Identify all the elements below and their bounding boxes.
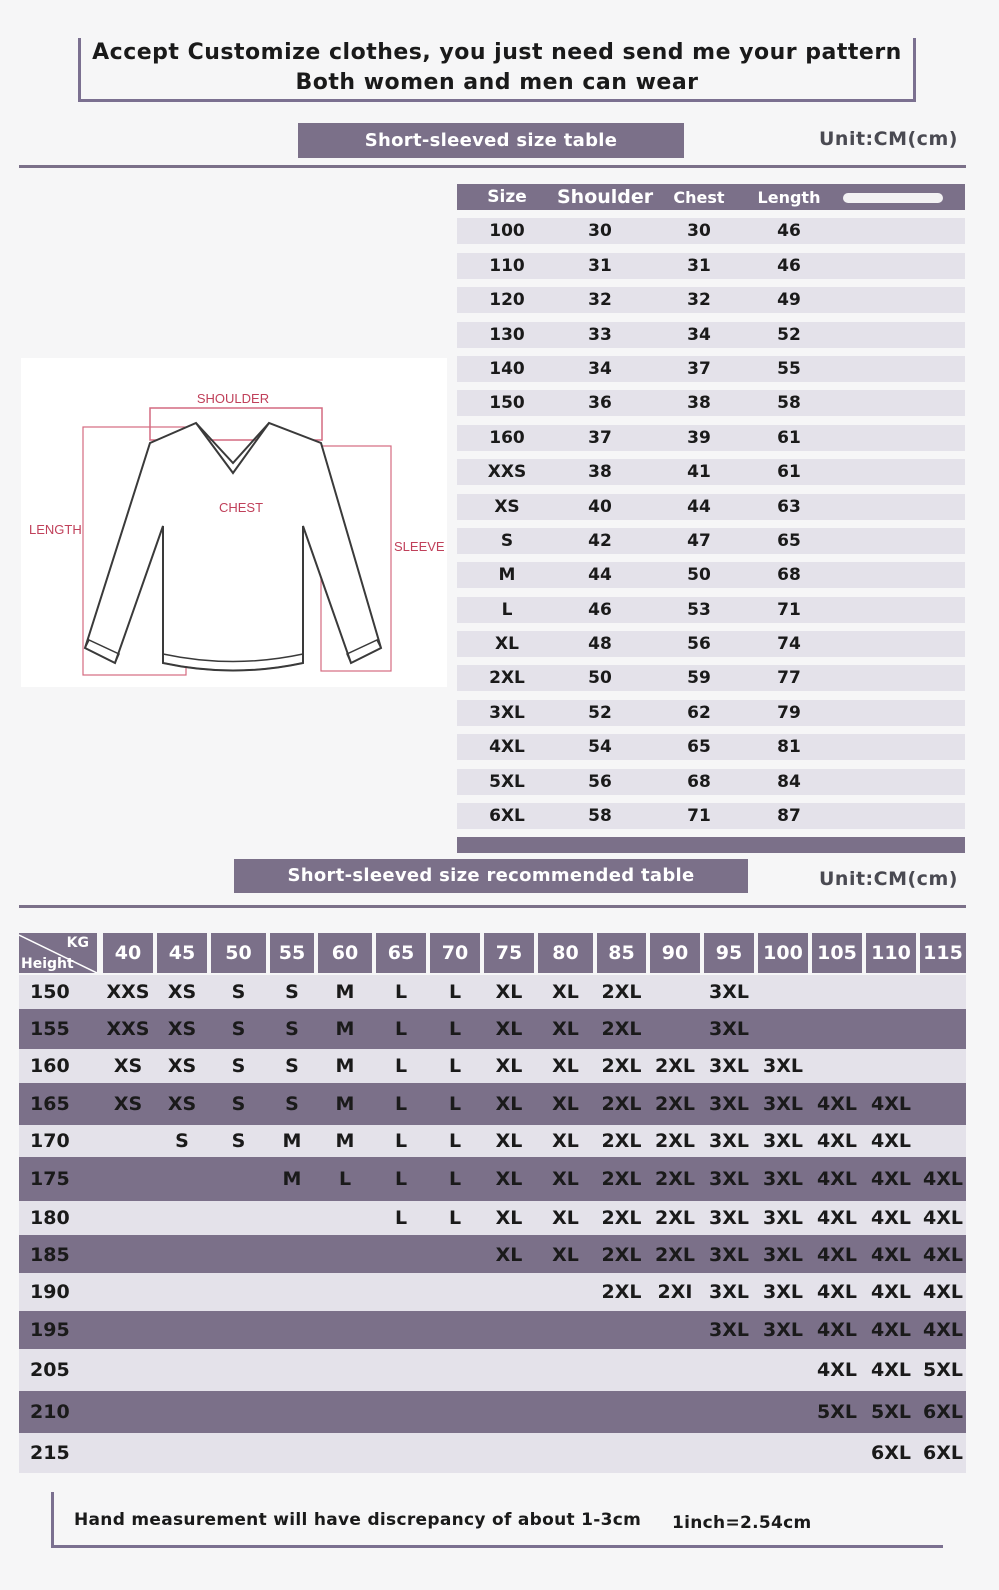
cell-size: 160 bbox=[489, 427, 525, 448]
header-line-1: Accept Customize clothes, you just need send me your pattern bbox=[92, 40, 902, 65]
size-recommendation-cell: M bbox=[335, 1130, 355, 1152]
size-recommendation-cell: 3XL bbox=[763, 1093, 803, 1115]
size-table-row bbox=[457, 390, 965, 416]
recommended-table-row bbox=[19, 1201, 966, 1235]
shirt-icon bbox=[21, 358, 447, 687]
weight-header-cell: 75 bbox=[484, 933, 534, 973]
size-recommendation-cell: M bbox=[335, 1018, 355, 1040]
cell-shoulder: 40 bbox=[588, 496, 612, 517]
size-recommendation-cell: XL bbox=[495, 1093, 523, 1115]
cell-shoulder: 44 bbox=[588, 565, 612, 586]
weight-header-cell: 45 bbox=[157, 933, 207, 973]
size-recommendation-cell: L bbox=[394, 1018, 408, 1040]
size-recommendation-cell: 4XL bbox=[817, 1359, 857, 1381]
size-recommendation-cell: 2XL bbox=[655, 1130, 695, 1152]
size-recommendation-cell: 3XL bbox=[763, 1055, 803, 1077]
size-recommendation-cell: 2XL bbox=[601, 1130, 642, 1152]
col-shoulder: Shoulder bbox=[557, 186, 654, 208]
measurement-note: Hand measurement will have discrepancy of about 1-3cm bbox=[74, 1510, 642, 1530]
cell-size: XS bbox=[494, 496, 520, 517]
size-recommendation-cell: 3XL bbox=[709, 1319, 749, 1341]
size-recommendation-cell: XS bbox=[167, 1093, 197, 1115]
cell-chest: 62 bbox=[687, 702, 711, 723]
cell-shoulder: 50 bbox=[588, 668, 612, 689]
size-recommendation-cell: XXS bbox=[106, 981, 150, 1003]
size-recommendation-cell: 3XL bbox=[709, 1207, 749, 1229]
cell-shoulder: 54 bbox=[588, 737, 612, 758]
size-recommendation-cell: 3XL bbox=[763, 1130, 803, 1152]
size-recommendation-cell: L bbox=[448, 1018, 462, 1040]
size-recommendation-cell: S bbox=[231, 981, 246, 1003]
size-recommendation-cell: XS bbox=[167, 981, 197, 1003]
size-recommendation-cell: L bbox=[448, 1093, 462, 1115]
cell-length: 61 bbox=[777, 427, 801, 448]
cell-chest: 34 bbox=[687, 324, 711, 345]
weight-header-cell: 85 bbox=[597, 933, 646, 973]
cell-chest: 59 bbox=[687, 668, 711, 689]
size-recommendation-cell: L bbox=[394, 981, 408, 1003]
cell-chest: 56 bbox=[687, 634, 711, 655]
height-cell: 170 bbox=[30, 1130, 70, 1152]
cell-length: 71 bbox=[777, 599, 801, 620]
size-recommendation-cell: 3XL bbox=[709, 1093, 749, 1115]
size-recommendation-cell: 3XL bbox=[763, 1281, 803, 1303]
size-recommendation-cell: 6XL bbox=[923, 1401, 963, 1423]
size-recommendation-cell: 2XL bbox=[601, 1093, 642, 1115]
size-table-row bbox=[457, 356, 965, 382]
cell-size: 100 bbox=[489, 221, 525, 242]
size-table-body bbox=[457, 218, 965, 829]
cell-size: 2XL bbox=[489, 668, 525, 689]
size-recommendation-cell: XL bbox=[495, 1168, 523, 1190]
height-cell: 180 bbox=[30, 1207, 70, 1229]
cell-chest: 30 bbox=[687, 221, 711, 242]
cell-length: 46 bbox=[777, 221, 801, 242]
size-table-row bbox=[457, 631, 965, 657]
garment-measurement-diagram bbox=[21, 358, 447, 687]
size-recommendation-cell: XL bbox=[495, 1018, 523, 1040]
size-table-row bbox=[457, 597, 965, 623]
size-recommendation-cell: 5XL bbox=[923, 1359, 963, 1381]
size-recommendation-cell: S bbox=[285, 981, 299, 1003]
cell-shoulder: 46 bbox=[588, 599, 612, 620]
weight-header-cell: 80 bbox=[538, 933, 593, 973]
size-recommendation-cell: S bbox=[231, 1130, 246, 1152]
corner-kg-label: KG bbox=[66, 935, 89, 951]
weight-header-cell: 95 bbox=[704, 933, 754, 973]
recommended-table-row bbox=[19, 1391, 966, 1433]
cell-length: 65 bbox=[777, 530, 801, 551]
size-table-row bbox=[457, 253, 965, 279]
size-table-row bbox=[457, 425, 965, 451]
size-table-row bbox=[457, 700, 965, 726]
size-recommendation-cell: 2XL bbox=[655, 1055, 695, 1077]
footer-note-box bbox=[51, 1492, 943, 1548]
size-recommendation-cell: 2XL bbox=[601, 1244, 642, 1266]
size-table-row bbox=[457, 562, 965, 588]
size-recommendation-cell: 2XL bbox=[601, 1281, 642, 1303]
size-recommendation-cell: 5XL bbox=[817, 1401, 857, 1423]
cell-shoulder: 34 bbox=[588, 358, 612, 379]
cell-chest: 68 bbox=[687, 771, 711, 792]
recommended-table-row bbox=[19, 1273, 966, 1311]
size-recommendation-cell: L bbox=[448, 1055, 462, 1077]
size-recommendation-cell: 4XL bbox=[817, 1244, 857, 1266]
label-sleeve: SLEEVE bbox=[394, 539, 445, 554]
cell-length: 63 bbox=[777, 496, 801, 517]
recommended-table-row bbox=[19, 1049, 966, 1083]
cell-chest: 53 bbox=[687, 599, 711, 620]
recommended-table-row bbox=[19, 1235, 966, 1275]
cell-chest: 32 bbox=[687, 290, 711, 311]
size-recommendation-cell: XS bbox=[113, 1093, 143, 1115]
size-table-row bbox=[457, 769, 965, 795]
size-table-row bbox=[457, 287, 965, 313]
size-table-row bbox=[457, 734, 965, 760]
size-recommendation-cell: S bbox=[175, 1130, 189, 1152]
size-recommendation-cell: XS bbox=[167, 1055, 197, 1077]
size-recommendation-cell: 5XL bbox=[871, 1401, 911, 1423]
size-recommendation-cell: 3XL bbox=[763, 1168, 803, 1190]
size-recommendation-cell: L bbox=[448, 1130, 462, 1152]
size-recommendation-cell: 2XL bbox=[601, 1018, 642, 1040]
size-recommendation-cell: S bbox=[231, 1055, 246, 1077]
height-cell: 160 bbox=[30, 1055, 70, 1077]
col-blurred bbox=[823, 188, 965, 207]
cell-size: XL bbox=[495, 634, 519, 655]
size-recommendation-cell: 3XL bbox=[709, 981, 749, 1003]
height-cell: 215 bbox=[30, 1442, 70, 1464]
unit-label-1: Unit:CM(cm) bbox=[819, 128, 958, 150]
weight-header-cell: 65 bbox=[376, 933, 426, 973]
cell-size: S bbox=[500, 530, 514, 551]
section-title-recommended-table: Short-sleeved size recommended table bbox=[234, 859, 748, 893]
size-recommendation-cell: 3XL bbox=[709, 1281, 749, 1303]
cell-size: 120 bbox=[489, 290, 525, 311]
size-recommendation-cell: 4XL bbox=[871, 1207, 911, 1229]
size-recommendation-cell: 2XL bbox=[655, 1093, 695, 1115]
height-cell: 195 bbox=[30, 1319, 70, 1341]
header-box bbox=[78, 38, 916, 102]
size-recommendation-cell: L bbox=[448, 1168, 462, 1190]
height-cell: 205 bbox=[30, 1359, 70, 1381]
height-cell: 150 bbox=[30, 981, 70, 1003]
weight-header-cell: 60 bbox=[318, 933, 372, 973]
height-cell: 175 bbox=[30, 1168, 70, 1190]
cell-length: 49 bbox=[777, 290, 801, 311]
size-recommendation-cell: XL bbox=[552, 1207, 579, 1229]
cell-chest: 38 bbox=[687, 393, 711, 414]
recommended-table-row bbox=[19, 1433, 966, 1473]
weight-header-cell: 50 bbox=[211, 933, 266, 973]
label-shoulder: SHOULDER bbox=[196, 391, 270, 406]
size-recommendation-cell: 4XL bbox=[817, 1168, 857, 1190]
weight-header-cell: 100 bbox=[758, 933, 808, 973]
inch-conversion: 1inch=2.54cm bbox=[672, 1513, 812, 1533]
size-recommendation-cell: L bbox=[394, 1207, 408, 1229]
size-recommendation-cell: 4XL bbox=[871, 1168, 911, 1190]
header-line-2: Both women and men can wear bbox=[295, 70, 699, 95]
cell-size: 6XL bbox=[489, 806, 525, 827]
size-recommendation-cell: 4XL bbox=[923, 1207, 963, 1229]
size-recommendation-cell: 4XL bbox=[817, 1093, 857, 1115]
col-size: Size bbox=[487, 187, 527, 207]
cell-shoulder: 52 bbox=[588, 702, 612, 723]
size-recommendation-cell: S bbox=[285, 1055, 299, 1077]
size-recommendation-cell: XL bbox=[552, 1244, 579, 1266]
cell-length: 55 bbox=[777, 358, 801, 379]
size-recommendation-cell: M bbox=[335, 1093, 355, 1115]
size-recommendation-cell: 4XL bbox=[923, 1168, 963, 1190]
cell-chest: 37 bbox=[687, 358, 711, 379]
cell-size: 3XL bbox=[489, 702, 525, 723]
size-recommendation-cell: S bbox=[285, 1018, 299, 1040]
size-recommendation-cell: 4XL bbox=[817, 1281, 857, 1303]
size-recommendation-cell: 4XL bbox=[871, 1130, 911, 1152]
size-recommendation-cell: 4XL bbox=[871, 1319, 911, 1341]
cell-length: 84 bbox=[777, 771, 801, 792]
size-recommendation-cell: 3XL bbox=[763, 1319, 803, 1341]
size-recommendation-cell: XL bbox=[552, 981, 579, 1003]
size-recommendation-cell: L bbox=[448, 1207, 462, 1229]
weight-header-cell: 115 bbox=[920, 933, 966, 973]
cell-chest: 65 bbox=[687, 737, 711, 758]
size-table-row bbox=[457, 803, 965, 829]
size-recommendation-cell: XL bbox=[495, 1055, 523, 1077]
cell-length: 81 bbox=[777, 737, 801, 758]
cell-length: 87 bbox=[777, 806, 801, 827]
cell-length: 79 bbox=[777, 702, 801, 723]
cell-length: 52 bbox=[777, 324, 801, 345]
size-table-row bbox=[457, 665, 965, 691]
height-cell: 210 bbox=[30, 1401, 70, 1423]
size-recommendation-cell: XS bbox=[113, 1055, 143, 1077]
size-table bbox=[457, 184, 965, 853]
cell-shoulder: 38 bbox=[588, 462, 612, 483]
cell-chest: 39 bbox=[687, 427, 711, 448]
col-length: Length bbox=[757, 187, 821, 207]
height-cell: 185 bbox=[30, 1244, 70, 1266]
label-chest: CHEST bbox=[218, 500, 264, 515]
size-recommendation-cell: XL bbox=[495, 981, 523, 1003]
recommended-table-row bbox=[19, 1009, 966, 1049]
recommended-table-row bbox=[19, 1125, 966, 1157]
size-recommendation-cell: L bbox=[394, 1093, 408, 1115]
size-recommendation-cell: M bbox=[282, 1168, 302, 1190]
divider-1 bbox=[19, 165, 966, 168]
recommended-table-row bbox=[19, 1157, 966, 1201]
weight-header-cell: 90 bbox=[650, 933, 700, 973]
size-recommendation-cell: XL bbox=[495, 1130, 523, 1152]
size-recommendation-cell: L bbox=[394, 1055, 408, 1077]
divider-2 bbox=[19, 905, 966, 908]
cell-shoulder: 56 bbox=[588, 771, 612, 792]
cell-shoulder: 48 bbox=[588, 634, 612, 655]
size-recommendation-cell: 2XL bbox=[601, 1207, 642, 1229]
section-title-size-table: Short-sleeved size table bbox=[298, 123, 684, 158]
cell-chest: 47 bbox=[687, 530, 711, 551]
cell-shoulder: 32 bbox=[588, 290, 612, 311]
cell-length: 61 bbox=[777, 462, 801, 483]
size-recommendation-cell: 4XL bbox=[817, 1319, 857, 1341]
cell-chest: 41 bbox=[687, 462, 711, 483]
label-length: LENGTH bbox=[29, 522, 82, 537]
size-table-row bbox=[457, 322, 965, 348]
cell-chest: 50 bbox=[687, 565, 711, 586]
size-recommendation-cell: 4XL bbox=[871, 1093, 911, 1115]
cell-size: 110 bbox=[489, 255, 525, 276]
size-recommendation-cell: 3XL bbox=[709, 1055, 749, 1077]
size-recommendation-cell: 2XL bbox=[601, 1055, 642, 1077]
size-recommendation-cell: XL bbox=[552, 1093, 579, 1115]
size-table-row bbox=[457, 528, 965, 554]
table-corner bbox=[19, 933, 97, 973]
size-recommendation-cell: 2XL bbox=[601, 981, 642, 1003]
size-recommendation-cell: XL bbox=[552, 1055, 579, 1077]
cell-shoulder: 31 bbox=[588, 255, 612, 276]
cell-shoulder: 42 bbox=[588, 530, 612, 551]
size-recommendation-cell: M bbox=[282, 1130, 302, 1152]
cell-size: L bbox=[501, 599, 513, 620]
cell-size: 150 bbox=[489, 393, 525, 414]
size-recommendation-cell: 4XL bbox=[923, 1281, 963, 1303]
size-recommendation-cell: 3XL bbox=[709, 1018, 749, 1040]
recommended-table-row bbox=[19, 1083, 966, 1125]
size-recommendation-cell: XL bbox=[495, 1244, 523, 1266]
height-cell: 165 bbox=[30, 1093, 70, 1115]
cell-shoulder: 58 bbox=[588, 806, 612, 827]
cell-size: XXS bbox=[487, 462, 527, 483]
cell-shoulder: 33 bbox=[588, 324, 612, 345]
size-recommendation-cell: 4XL bbox=[871, 1359, 911, 1381]
size-recommendation-cell: 4XL bbox=[923, 1244, 963, 1266]
cell-shoulder: 36 bbox=[588, 393, 612, 414]
height-cell: 190 bbox=[30, 1281, 70, 1303]
cell-size: 4XL bbox=[489, 737, 525, 758]
size-recommendation-cell: L bbox=[394, 1130, 408, 1152]
height-cell: 155 bbox=[30, 1018, 70, 1040]
size-table-row bbox=[457, 218, 965, 244]
size-recommendation-cell: S bbox=[231, 1093, 246, 1115]
size-recommendation-cell: XXS bbox=[106, 1018, 150, 1040]
cell-size: 140 bbox=[489, 358, 525, 379]
size-recommendation-cell: XS bbox=[167, 1018, 197, 1040]
size-recommendation-cell: L bbox=[338, 1168, 352, 1190]
weight-header-cell: 105 bbox=[812, 933, 862, 973]
cell-chest: 44 bbox=[687, 496, 711, 517]
size-recommendation-cell: XL bbox=[552, 1130, 579, 1152]
size-recommendation-cell: S bbox=[285, 1093, 299, 1115]
size-recommendation-cell: 2XL bbox=[601, 1168, 642, 1190]
size-recommendation-cell: 3XL bbox=[709, 1130, 749, 1152]
size-recommendation-cell: 2XL bbox=[655, 1168, 695, 1190]
size-recommendation-cell: L bbox=[394, 1168, 408, 1190]
size-recommendation-cell: S bbox=[231, 1018, 246, 1040]
cell-length: 77 bbox=[777, 668, 801, 689]
cell-size: M bbox=[498, 565, 516, 586]
recommended-table-header bbox=[19, 933, 966, 973]
size-recommendation-cell: XL bbox=[552, 1168, 579, 1190]
weight-header-cell: 55 bbox=[270, 933, 314, 973]
recommended-table-row bbox=[19, 975, 966, 1009]
cell-shoulder: 37 bbox=[588, 427, 612, 448]
size-recommendation-cell: 3XL bbox=[763, 1244, 803, 1266]
size-recommendation-cell: 4XL bbox=[871, 1281, 911, 1303]
cell-length: 68 bbox=[777, 565, 801, 586]
size-recommendation-cell: L bbox=[448, 981, 462, 1003]
size-recommendation-cell: 2XL bbox=[655, 1244, 695, 1266]
recommended-table-row bbox=[19, 1349, 966, 1391]
size-recommendation-cell: 2XL bbox=[655, 1207, 695, 1229]
corner-height-label: Height bbox=[21, 956, 74, 972]
weight-header-cell: 40 bbox=[103, 933, 153, 973]
recommended-table-row bbox=[19, 1311, 966, 1349]
size-recommendation-cell: 3XL bbox=[763, 1207, 803, 1229]
size-recommendation-cell: 6XL bbox=[871, 1442, 911, 1464]
size-recommendation-cell: 4XL bbox=[817, 1130, 857, 1152]
size-recommendation-cell: M bbox=[335, 981, 355, 1003]
recommended-size-table bbox=[19, 933, 966, 1464]
unit-label-2: Unit:CM(cm) bbox=[819, 868, 958, 890]
weight-header-cell: 110 bbox=[866, 933, 916, 973]
size-recommendation-cell: 3XL bbox=[709, 1168, 749, 1190]
size-recommendation-cell: 2XI bbox=[657, 1281, 693, 1303]
size-table-row bbox=[457, 459, 965, 485]
cell-chest: 71 bbox=[687, 806, 711, 827]
size-recommendation-cell: M bbox=[335, 1055, 355, 1077]
size-table-row bbox=[457, 494, 965, 520]
cell-chest: 31 bbox=[687, 255, 711, 276]
cell-size: 5XL bbox=[489, 771, 525, 792]
size-recommendation-cell: 4XL bbox=[817, 1207, 857, 1229]
size-recommendation-cell: 3XL bbox=[709, 1244, 749, 1266]
cell-length: 58 bbox=[777, 393, 801, 414]
size-recommendation-cell: XL bbox=[495, 1207, 523, 1229]
cell-length: 74 bbox=[777, 634, 801, 655]
size-recommendation-cell: 4XL bbox=[923, 1319, 963, 1341]
size-recommendation-cell: 6XL bbox=[923, 1442, 963, 1464]
weight-header-cell: 70 bbox=[430, 933, 480, 973]
col-chest: Chest bbox=[673, 187, 725, 207]
size-recommendation-cell: XL bbox=[552, 1018, 579, 1040]
cell-length: 46 bbox=[777, 255, 801, 276]
cell-shoulder: 30 bbox=[588, 221, 612, 242]
size-recommendation-cell: 4XL bbox=[871, 1244, 911, 1266]
cell-size: 130 bbox=[489, 324, 525, 345]
size-table-footer-bar bbox=[457, 837, 965, 853]
size-table-header bbox=[457, 184, 965, 210]
